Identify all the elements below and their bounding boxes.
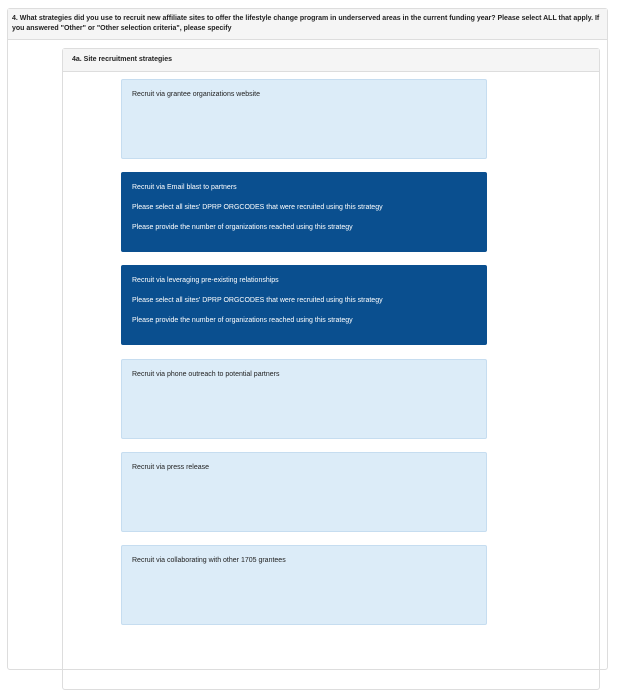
question-title: 4. What strategies did you use to recruit new affiliate sites to offer the lifestyle change program in underserved areas in the current funding year? Please select ALL that apply. If you answered "Other" or "Other selection criteria", please specify — [8, 9, 607, 40]
option-grantee-website[interactable] — [121, 79, 487, 159]
option-label: Recruit via Email blast to partners — [132, 184, 237, 191]
option-label: Recruit via grantee organizations website — [132, 91, 261, 98]
subquestion-panel — [62, 48, 600, 690]
option-label: Recruit via collaborating with other 1705 grantees — [132, 557, 286, 564]
orgcodes-prompt[interactable]: Please select all sites' DPRP ORGCODES that were recruited using this strategy — [132, 204, 383, 211]
option-email-blast[interactable] — [121, 172, 487, 252]
question-panel — [7, 8, 608, 670]
org-count-prompt[interactable]: Please provide the number of organizations reached using this strategy — [132, 317, 353, 324]
option-label: Recruit via phone outreach to potential partners — [132, 371, 280, 378]
orgcodes-prompt[interactable]: Please select all sites' DPRP ORGCODES that were recruited using this strategy — [132, 297, 383, 304]
option-pre-existing-relationships[interactable] — [121, 265, 487, 345]
option-press-release[interactable] — [121, 452, 487, 532]
option-collaborating-grantees[interactable] — [121, 545, 487, 625]
option-label: Recruit via leveraging pre-existing relationships — [132, 277, 279, 284]
option-phone-outreach[interactable] — [121, 359, 487, 439]
org-count-prompt[interactable]: Please provide the number of organizations reached using this strategy — [132, 224, 353, 231]
option-label: Recruit via press release — [132, 464, 210, 471]
subquestion-title: 4a. Site recruitment strategies — [63, 49, 599, 72]
